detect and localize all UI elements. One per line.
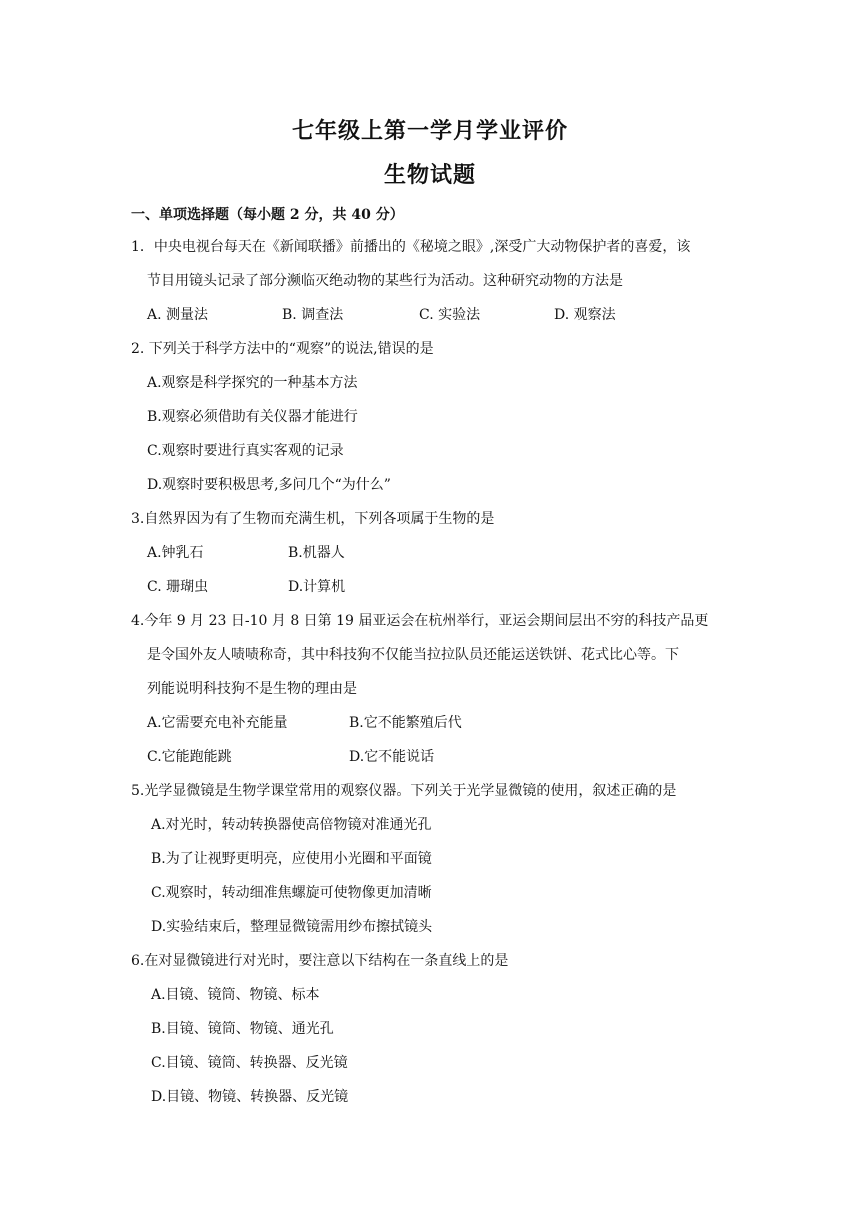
q1-option-c: C. 实验法: [419, 307, 481, 323]
q6-option-c: C.目镜、镜筒、转换器、反光镜: [151, 1055, 348, 1071]
q4-option-c: C.它能跑能跳: [147, 749, 232, 765]
q1-stem-line-2: 节目用镜头记录了部分濒临灭绝动物的某些行为活动。这种研究动物的方法是: [147, 273, 623, 289]
q4-option-d: D.它不能说话: [349, 749, 435, 765]
q1-stem-line-1: 1．中央电视台每天在《新闻联播》前播出的《秘境之眼》,深受广大动物保护者的喜爱，该: [131, 239, 691, 255]
q5-option-d: D.实验结束后，整理显微镜需用纱布擦拭镜头: [151, 919, 433, 935]
q2-option-b: B.观察必须借助有关仪器才能进行: [147, 409, 358, 425]
q5-option-b: B.为了让视野更明亮，应使用小光圈和平面镜: [151, 851, 432, 867]
q2-stem: 2. 下列关于科学方法中的“观察”的说法,错误的是: [131, 341, 434, 357]
q3-option-d: D.计算机: [288, 579, 346, 595]
q3-option-b: B.机器人: [288, 545, 345, 561]
q5-option-a: A.对光时，转动转换器使高倍物镜对准通光孔: [151, 817, 432, 833]
q3-option-a: A.钟乳石: [147, 545, 204, 561]
q2-option-a: A.观察是科学探究的一种基本方法: [147, 375, 358, 391]
q6-option-a: A.目镜、镜筒、物镜、标本: [151, 987, 320, 1003]
q6-option-b: B.目镜、镜筒、物镜、通光孔: [151, 1021, 334, 1037]
q1-option-a: A. 测量法: [147, 307, 209, 323]
q4-option-a: A.它需要充电补充能量: [147, 715, 288, 731]
q6-option-d: D.目镜、物镜、转换器、反光镜: [151, 1089, 349, 1105]
q2-option-d: D.观察时要积极思考,多问几个“为什么”: [147, 477, 391, 493]
q4-stem-line-3: 列能说明科技狗不是生物的理由是: [147, 681, 357, 697]
q5-option-c: C.观察时，转动细准焦螺旋可使物像更加清晰: [151, 885, 432, 901]
page-subtitle: 生物试题: [383, 162, 476, 188]
q3-stem: 3.自然界因为有了生物而充满生机，下列各项属于生物的是: [131, 511, 495, 527]
q3-option-c: C. 珊瑚虫: [147, 579, 209, 595]
q1-option-b: B. 调查法: [282, 307, 344, 323]
q4-option-b: B.它不能繁殖后代: [349, 715, 462, 731]
q2-option-c: C.观察时要进行真实客观的记录: [147, 443, 344, 459]
q1-option-d: D. 观察法: [554, 307, 616, 323]
q4-stem-line-1: 4.今年 9 月 23 日-10 月 8 日第 19 届亚运会在杭州举行，亚运会期间层出不穷的科技产品更: [131, 613, 709, 629]
q5-stem: 5.光学显微镜是生物学课堂常用的观察仪器。下列关于光学显微镜的使用，叙述正确的是: [131, 783, 677, 799]
page-title: 七年级上第一学月学业评价: [291, 118, 568, 144]
q6-stem: 6.在对显微镜进行对光时，要注意以下结构在一条直线上的是: [131, 953, 509, 969]
section-heading: 一、单项选择题（每小题 2 分，共 40 分）: [131, 207, 404, 223]
q4-stem-line-2: 是令国外友人啧啧称奇，其中科技狗不仅能当拉拉队员还能运送铁饼、花式比心等。下: [147, 647, 679, 663]
